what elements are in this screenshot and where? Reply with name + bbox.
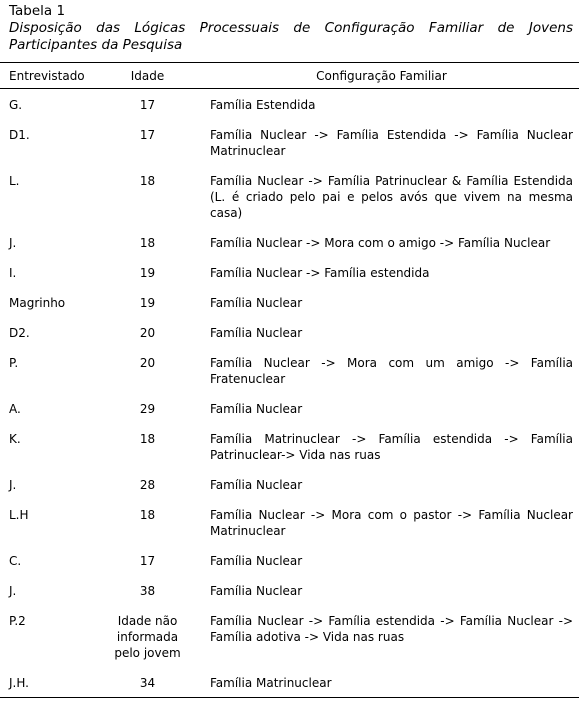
cell-idade: 18 xyxy=(139,432,156,446)
table-body xyxy=(0,89,579,698)
cell-entrevistado: G. xyxy=(9,98,23,112)
cell-idade: 19 xyxy=(139,296,156,310)
cell-configuracao-familiar: Família Nuclear xyxy=(210,326,303,340)
table-row xyxy=(0,469,579,499)
table-row xyxy=(0,393,579,423)
cell-entrevistado: A. xyxy=(9,402,21,416)
table-header xyxy=(0,63,579,89)
cell-entrevistado: J. xyxy=(9,478,17,492)
table-row xyxy=(0,499,579,545)
cell-idade: 18 xyxy=(139,508,156,522)
header-idade: Idade xyxy=(130,68,165,83)
cell-configuracao-familiar: Família Nuclear xyxy=(210,584,303,598)
cell-idade: Idade não informada pelo jovem xyxy=(114,614,181,660)
cell-configuracao-familiar: Família Matrinuclear xyxy=(210,676,332,690)
cell-configuracao-familiar: Família Nuclear xyxy=(210,554,303,568)
cell-configuracao-familiar: Família Nuclear -> Família Patrinuclear & Família Estendida (L. é criado pelo pai e pelos avós que vivem na mesma casa) xyxy=(210,174,573,220)
table-row xyxy=(0,165,579,227)
cell-configuracao-familiar: Família Nuclear -> Mora com um amigo -> Família Fratenuclear xyxy=(210,356,573,386)
table-row xyxy=(0,119,579,165)
table-label: Tabela 1 xyxy=(9,3,66,19)
cell-entrevistado: K. xyxy=(9,432,21,446)
table-caption: Disposição das Lógicas Processuais de Configuração Familiar de Jovens Participantes da Pesquisa xyxy=(9,20,573,53)
cell-entrevistado: P. xyxy=(9,356,19,370)
cell-idade: 20 xyxy=(139,326,156,340)
cell-idade: 18 xyxy=(139,174,156,188)
cell-entrevistado: J. xyxy=(9,236,17,250)
cell-idade: 17 xyxy=(139,98,156,112)
table-row xyxy=(0,89,579,120)
table-row xyxy=(0,317,579,347)
table-row xyxy=(0,545,579,575)
table-row xyxy=(0,667,579,698)
table-row xyxy=(0,287,579,317)
cell-entrevistado: C. xyxy=(9,554,22,568)
cell-idade: 34 xyxy=(139,676,156,690)
cell-entrevistado: Magrinho xyxy=(9,296,66,310)
cell-entrevistado: P.2 xyxy=(9,614,26,628)
cell-idade: 38 xyxy=(139,584,156,598)
cell-configuracao-familiar: Família Nuclear xyxy=(210,296,303,310)
cell-configuracao-familiar: Família Nuclear -> Mora com o pastor -> Família Nuclear Matrinuclear xyxy=(210,508,573,538)
cell-idade: 20 xyxy=(139,356,156,370)
cell-configuracao-familiar: Família Nuclear -> Mora com o amigo -> Família Nuclear xyxy=(210,236,551,250)
family-configuration-table xyxy=(0,62,579,698)
cell-configuracao-familiar: Família Nuclear xyxy=(210,402,303,416)
cell-entrevistado: J. xyxy=(9,584,17,598)
cell-entrevistado: J.H. xyxy=(9,676,29,690)
cell-idade: 19 xyxy=(139,266,156,280)
cell-configuracao-familiar: Família Estendida xyxy=(210,98,316,112)
table-row xyxy=(0,575,579,605)
cell-entrevistado: D1. xyxy=(9,128,30,142)
table-row xyxy=(0,257,579,287)
cell-entrevistado: I. xyxy=(9,266,17,280)
cell-idade: 29 xyxy=(139,402,156,416)
cell-idade: 17 xyxy=(139,554,156,568)
table-row xyxy=(0,347,579,393)
cell-idade: 18 xyxy=(139,236,156,250)
table-row xyxy=(0,605,579,667)
cell-configuracao-familiar: Família Matrinuclear -> Família estendida -> Família Patrinuclear-> Vida nas ruas xyxy=(210,432,573,462)
cell-configuracao-familiar: Família Nuclear -> Família estendida xyxy=(210,266,430,280)
cell-entrevistado: D2. xyxy=(9,326,30,340)
cell-configuracao-familiar: Família Nuclear xyxy=(210,478,303,492)
cell-configuracao-familiar: Família Nuclear -> Família Estendida -> Família Nuclear Matrinuclear xyxy=(210,128,573,158)
cell-idade: 17 xyxy=(139,128,156,142)
table-row xyxy=(0,423,579,469)
header-entrevistado: Entrevistado xyxy=(9,68,85,83)
table-row xyxy=(0,227,579,257)
cell-idade: 28 xyxy=(139,478,156,492)
cell-configuracao-familiar: Família Nuclear -> Família estendida -> Família Nuclear -> Família adotiva -> Vida nas ruas xyxy=(210,614,573,644)
cell-entrevistado: L.H xyxy=(9,508,29,522)
cell-entrevistado: L. xyxy=(9,174,20,188)
header-configuracao-familiar: Configuração Familiar xyxy=(316,68,447,83)
table-header-row xyxy=(0,63,579,89)
